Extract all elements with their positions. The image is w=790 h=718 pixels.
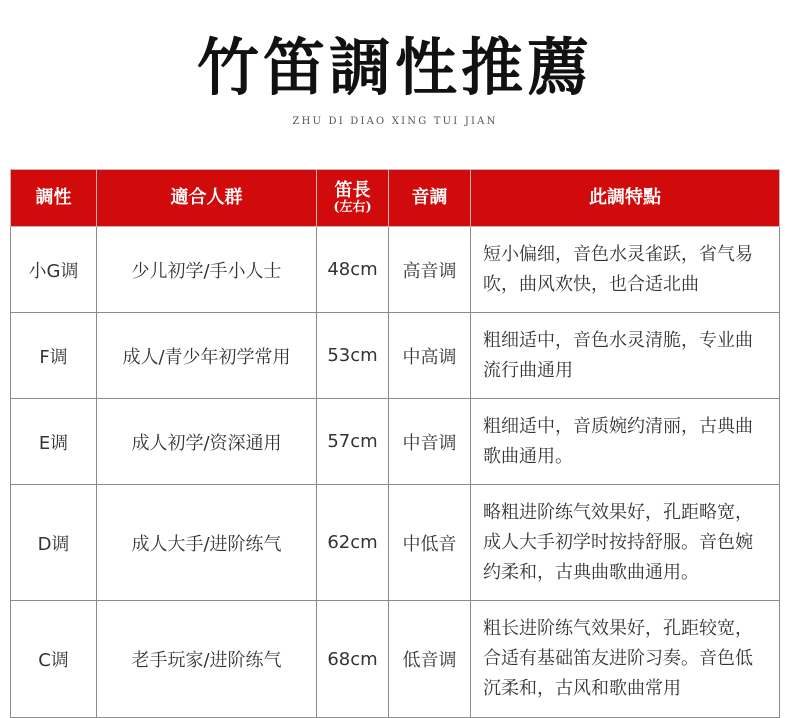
pitch-cell: 低音调 [389, 601, 471, 718]
pitch-cell: 中音调 [389, 399, 471, 485]
tone-recommendation-table [10, 169, 780, 718]
features-cell: 短小偏细，音色水灵雀跃，省气易吹，曲风欢快，也合适北曲 [471, 227, 780, 313]
length-cell: 57cm [317, 399, 389, 485]
table-row [11, 399, 780, 485]
header-pitch: 音調 [389, 170, 471, 227]
features-cell: 略粗进阶练气效果好，孔距略宽，成人大手初学时按持舒服。音色婉约柔和，古典曲歌曲通用。 [471, 485, 780, 601]
header-tone: 調性 [11, 170, 97, 227]
suitable-cell: 老手玩家/进阶练气 [97, 601, 317, 718]
tone-cell: 小G调 [11, 227, 97, 313]
length-cell: 48cm [317, 227, 389, 313]
features-cell: 粗细适中，音质婉约清丽，古典曲歌曲通用。 [471, 399, 780, 485]
suitable-cell: 成人初学/资深通用 [97, 399, 317, 485]
table-header [11, 170, 780, 227]
suitable-cell: 成人/青少年初学常用 [97, 313, 317, 399]
suitable-cell: 少儿初学/手小人士 [97, 227, 317, 313]
header-length [317, 170, 389, 227]
page-title: 竹笛調性推薦 [196, 31, 593, 104]
length-cell: 62cm [317, 485, 389, 601]
features-cell: 粗长进阶练气效果好，孔距较宽，合适有基础笛友进阶习奏。音色低沉柔和，古风和歌曲常用 [471, 601, 780, 718]
length-cell: 53cm [317, 313, 389, 399]
header-length-note: (左右) [333, 200, 372, 215]
header-row [11, 170, 780, 227]
page-subtitle: ZHU DI DIAO XING TUI JIAN [292, 116, 498, 127]
tone-cell: F调 [11, 313, 97, 399]
table-row [11, 601, 780, 718]
pitch-cell: 中高调 [389, 313, 471, 399]
tone-cell: E调 [11, 399, 97, 485]
suitable-cell: 成人大手/进阶练气 [97, 485, 317, 601]
pitch-cell: 中低音 [389, 485, 471, 601]
header-suitable: 適合人群 [97, 170, 317, 227]
table-row [11, 313, 780, 399]
header-length-label: 笛長 [334, 180, 371, 201]
tone-cell: C调 [11, 601, 97, 718]
table-row [11, 227, 780, 313]
table-row [11, 485, 780, 601]
table-body [11, 227, 780, 718]
tone-cell: D调 [11, 485, 97, 601]
pitch-cell: 高音调 [389, 227, 471, 313]
header-features: 此調特點 [471, 170, 780, 227]
features-cell: 粗细适中，音色水灵清脆，专业曲流行曲通用 [471, 313, 780, 399]
length-cell: 68cm [317, 601, 389, 718]
